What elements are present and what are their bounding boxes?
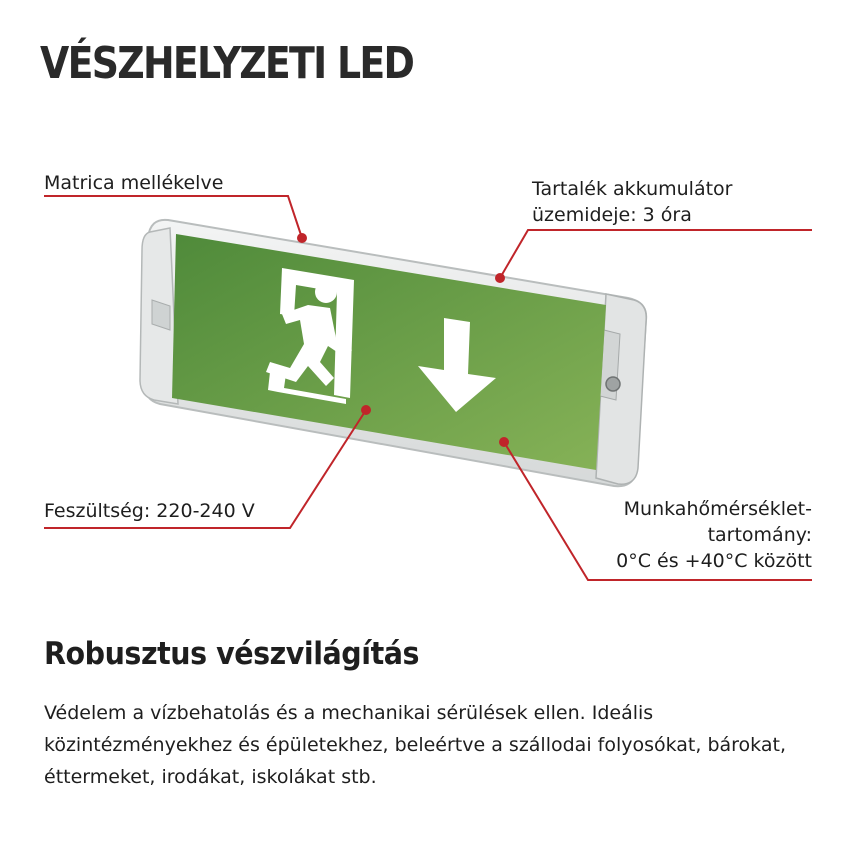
page-title: VÉSZHELYZETI LED (40, 38, 414, 89)
callout-battery-line1: Tartalék akkumulátor (532, 178, 733, 200)
section-heading: Robusztus vészvilágítás (44, 636, 420, 672)
callout-temp-line3: 0°C és +40°C között (616, 550, 812, 572)
callout-voltage: Feszültség: 220-240 V (44, 500, 255, 522)
screw-icon (606, 377, 620, 391)
callout-battery-line2: üzemideje: 3 óra (532, 204, 692, 226)
callout-battery (532, 176, 732, 228)
callout-sticker: Matrica mellékelve (44, 172, 224, 194)
exit-sign-panel (172, 234, 606, 470)
callout-temp-line1: Munkahőmérséklet- (623, 498, 812, 520)
callout-temperature (616, 496, 812, 574)
callout-temp-line2: tartomány: (707, 524, 812, 546)
section-description: Védelem a vízbehatolás és a mechanikai sérülések ellen. Ideális közintézményekhez és épületekhez, beleértve a szállodai folyosókat, bárokat, éttermeket, irodákat, iskolákat stb. (44, 702, 786, 788)
